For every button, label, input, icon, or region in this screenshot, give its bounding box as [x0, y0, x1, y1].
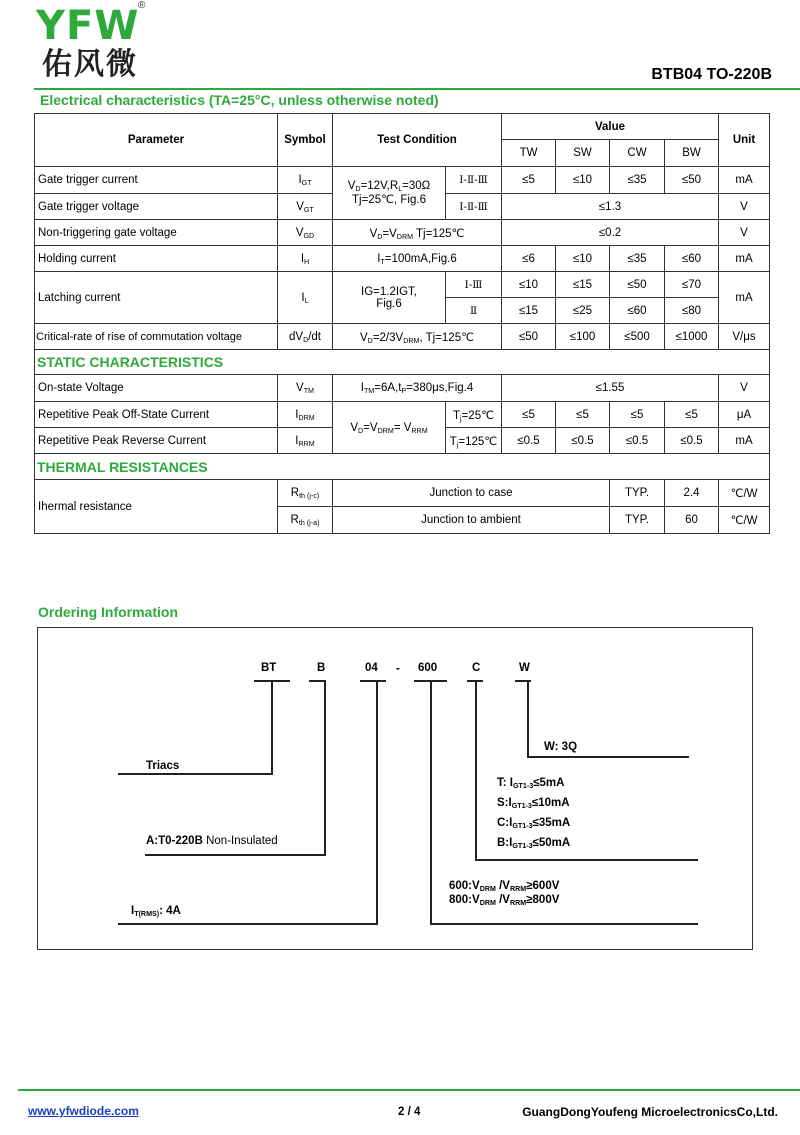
value-cell: ≤10 [556, 167, 610, 194]
header-divider [34, 88, 800, 90]
condition-cell [333, 272, 446, 324]
line-b [324, 680, 326, 855]
symbol-cell: $V_{TM}$ [278, 375, 333, 402]
unit-cell: V/μs [719, 324, 770, 350]
unit-cell: V [719, 220, 770, 246]
value-cell: ≤5 [502, 402, 556, 428]
thermal-resistances-heading: THERMAL RESISTANCES [35, 454, 770, 480]
line-package [145, 854, 326, 856]
param-cell: Latching current [35, 272, 278, 324]
value-cell: ≤5 [665, 402, 719, 428]
value-cell: ≤0.5 [610, 428, 665, 454]
label-package [146, 835, 278, 847]
value-cell: ≤35 [610, 246, 665, 272]
company-name: GuangDongYoufeng MicroelectronicsCo,Ltd. [522, 1105, 778, 1119]
symbol-cell: $I_{DRM}$ [278, 402, 333, 428]
unit-cell: ℃/W [719, 507, 770, 534]
quadrant-cell: Ⅰ-Ⅱ-Ⅲ [446, 167, 502, 194]
value-cell: ≤500 [610, 324, 665, 350]
symbol-cell: $I_L$ [278, 272, 333, 324]
value-cell: 60 [665, 507, 719, 534]
tj-cell: $T_j=25℃$ [446, 402, 502, 428]
label-t: T: $I_{GT1-3}\le 5mA$ [497, 777, 565, 790]
label-w: W: 3Q [544, 741, 578, 753]
code-dash: - [396, 663, 400, 675]
line-04 [376, 680, 378, 925]
value-cell: ≤5 [610, 402, 665, 428]
param-cell: Gate trigger voltage [35, 194, 278, 220]
code-600: 600 [418, 662, 438, 674]
quadrant-cell: Ⅰ-Ⅱ-Ⅲ [446, 194, 502, 220]
table-row [35, 480, 770, 507]
code-b: B [317, 662, 326, 674]
part-number-title: BTB04 TO-220B [651, 66, 772, 83]
header-tw: TW [502, 140, 556, 167]
header-sw: SW [556, 140, 610, 167]
line-600 [430, 680, 432, 925]
stub-04 [360, 680, 386, 682]
value-cell: ≤100 [556, 324, 610, 350]
param-cell: Repetitive Peak Off-State Current [35, 402, 278, 428]
value-cell: ≤80 [665, 298, 719, 324]
condition-cell: $V_D=V_{DRM}= V_{RRM}$ [333, 402, 446, 454]
header-unit: Unit [719, 114, 770, 167]
param-cell: Holding current [35, 246, 278, 272]
value-cell: ≤60 [610, 298, 665, 324]
line-bt [271, 680, 273, 774]
value-cell: ≤5 [502, 167, 556, 194]
symbol-cell: $R_{th (j-c)}$ [278, 480, 333, 507]
value-cell: ≤0.5 [665, 428, 719, 454]
value-cell: ≤0.5 [502, 428, 556, 454]
label-triacs: Triacs [146, 760, 180, 772]
symbol-cell: $R_{th (j-a)}$ [278, 507, 333, 534]
value-cell: ≤1.55 [502, 375, 719, 402]
table-row [35, 220, 770, 246]
condition-cell: $V_D=12V,R_L=30\Omega$ Tj=25℃, Fig.6 [333, 167, 446, 220]
header-test-condition: Test Condition [333, 114, 502, 167]
table-row [35, 324, 770, 350]
param-cell: Critical-rate of rise of commutation voltage [35, 324, 278, 350]
table-row [35, 375, 770, 402]
footer-divider [18, 1089, 800, 1091]
label-v800: $800:V_{DRM}$ $/V_{RRM}\ge 800V$ [449, 894, 560, 907]
value-cell: ≤0.5 [556, 428, 610, 454]
header-cw: CW [610, 140, 665, 167]
unit-cell: V [719, 375, 770, 402]
brand-logo-chinese: 佑风微 [42, 47, 138, 82]
unit-cell: mA [719, 167, 770, 194]
header-bw: BW [665, 140, 719, 167]
value-cell: ≤1.3 [502, 194, 719, 220]
label-b: $B:I_{GT1-3}\le 50mA$ [497, 837, 571, 850]
header-parameter: Parameter [35, 114, 278, 167]
code-w: W [519, 662, 530, 674]
value-cell: ≤60 [665, 246, 719, 272]
line-3q [527, 756, 689, 758]
value-cell: ≤10 [502, 272, 556, 298]
condition-cell: $V_D=2/3V_{DRM}$, Tj=125℃ [333, 324, 502, 350]
param-cell: Ihermal resistance [35, 480, 278, 534]
value-cell: ≤35 [610, 167, 665, 194]
symbol-cell: $V_{GD}$ [278, 220, 333, 246]
value-cell: ≤25 [556, 298, 610, 324]
code-04: 04 [365, 662, 378, 674]
stub-w [515, 680, 531, 682]
registered-mark: ® [138, 0, 146, 11]
unit-cell: μA [719, 402, 770, 428]
value-cell: ≤50 [502, 324, 556, 350]
value-cell: ≤15 [502, 298, 556, 324]
electrical-characteristics-table [34, 113, 770, 534]
line-w [527, 680, 529, 758]
quadrant-cell: Ⅱ [446, 298, 502, 324]
unit-cell: mA [719, 428, 770, 454]
tj-cell: $T_j=125℃$ [446, 428, 502, 454]
table-row [35, 246, 770, 272]
condition-cell: $V_D=V_{DRM}$ Tj=125℃ [333, 220, 502, 246]
symbol-cell: $I_{RRM}$ [278, 428, 333, 454]
value-cell: ≤5 [556, 402, 610, 428]
table-row [35, 272, 770, 298]
param-cell: Repetitive Peak Reverse Current [35, 428, 278, 454]
value-cell: 2.4 [665, 480, 719, 507]
typ-cell: TYP. [610, 507, 665, 534]
symbol-cell: $V_{GT}$ [278, 194, 333, 220]
header-symbol: Symbol [278, 114, 333, 167]
website-link[interactable]: www.yfwdiode.com [28, 1104, 139, 1118]
condition-cell: $I_T=100mA,Fig.6$ [333, 246, 502, 272]
unit-cell: mA [719, 246, 770, 272]
ordering-heading: Ordering Information [38, 604, 178, 620]
unit-cell: ℃/W [719, 480, 770, 507]
line-current [118, 923, 378, 925]
brand-logo: YFW [36, 3, 140, 49]
label-s: $S:I_{GT1-3}\le 10mA$ [497, 797, 570, 810]
value-cell: ≤10 [556, 246, 610, 272]
package-type: Non-Insulated [206, 835, 278, 847]
condition-cell: $I_{TM}=6A,t_P=380\mu s,Fig.4$ [333, 375, 502, 402]
header-value: Value [502, 114, 719, 140]
line-voltage [430, 923, 698, 925]
table-row [35, 167, 770, 194]
code-bt: BT [261, 662, 277, 674]
symbol-cell: $dV_D/dt$ [278, 324, 333, 350]
value-cell: ≤6 [502, 246, 556, 272]
static-characteristics-heading: STATIC CHARACTERISTICS [35, 350, 770, 375]
condition-cell: Junction to case [333, 480, 610, 507]
typ-cell: TYP. [610, 480, 665, 507]
value-cell: ≤15 [556, 272, 610, 298]
code-c: C [472, 662, 481, 674]
quadrant-cell: Ⅰ-Ⅲ [446, 272, 502, 298]
line-sensitivity [475, 859, 698, 861]
table-row [35, 402, 770, 428]
ordering-diagram [37, 627, 753, 950]
line-triacs [118, 773, 273, 775]
value-cell: ≤1000 [665, 324, 719, 350]
value-cell: ≤50 [610, 272, 665, 298]
param-cell: On-state Voltage [35, 375, 278, 402]
page-number: 2 / 4 [398, 1106, 421, 1118]
condition-cell: Junction to ambient [333, 507, 610, 534]
electrical-heading: Electrical characteristics (TA=25°C, unless otherwise noted) [40, 92, 439, 108]
param-cell: Gate trigger current [35, 167, 278, 194]
condition-line: Fig.6 [376, 297, 402, 310]
unit-cell: V [719, 194, 770, 220]
condition-line: IG=1.2IGT, [361, 285, 417, 298]
label-v600: $600:V_{DRM}$ $/V_{RRM}\ge 600V$ [449, 880, 560, 893]
label-c: $C:I_{GT1-3}\le 35mA$ [497, 817, 571, 830]
label-current: $I_{T(RMS)}$: 4A [131, 905, 181, 918]
value-cell: ≤70 [665, 272, 719, 298]
value-cell: ≤0.2 [502, 220, 719, 246]
symbol-cell: $I_{GT}$ [278, 167, 333, 194]
value-cell: ≤50 [665, 167, 719, 194]
symbol-cell: $I_H$ [278, 246, 333, 272]
line-c [475, 680, 477, 860]
package-code: A:T0-220B [146, 835, 203, 847]
param-cell: Non-triggering gate voltage [35, 220, 278, 246]
unit-cell: mA [719, 272, 770, 324]
